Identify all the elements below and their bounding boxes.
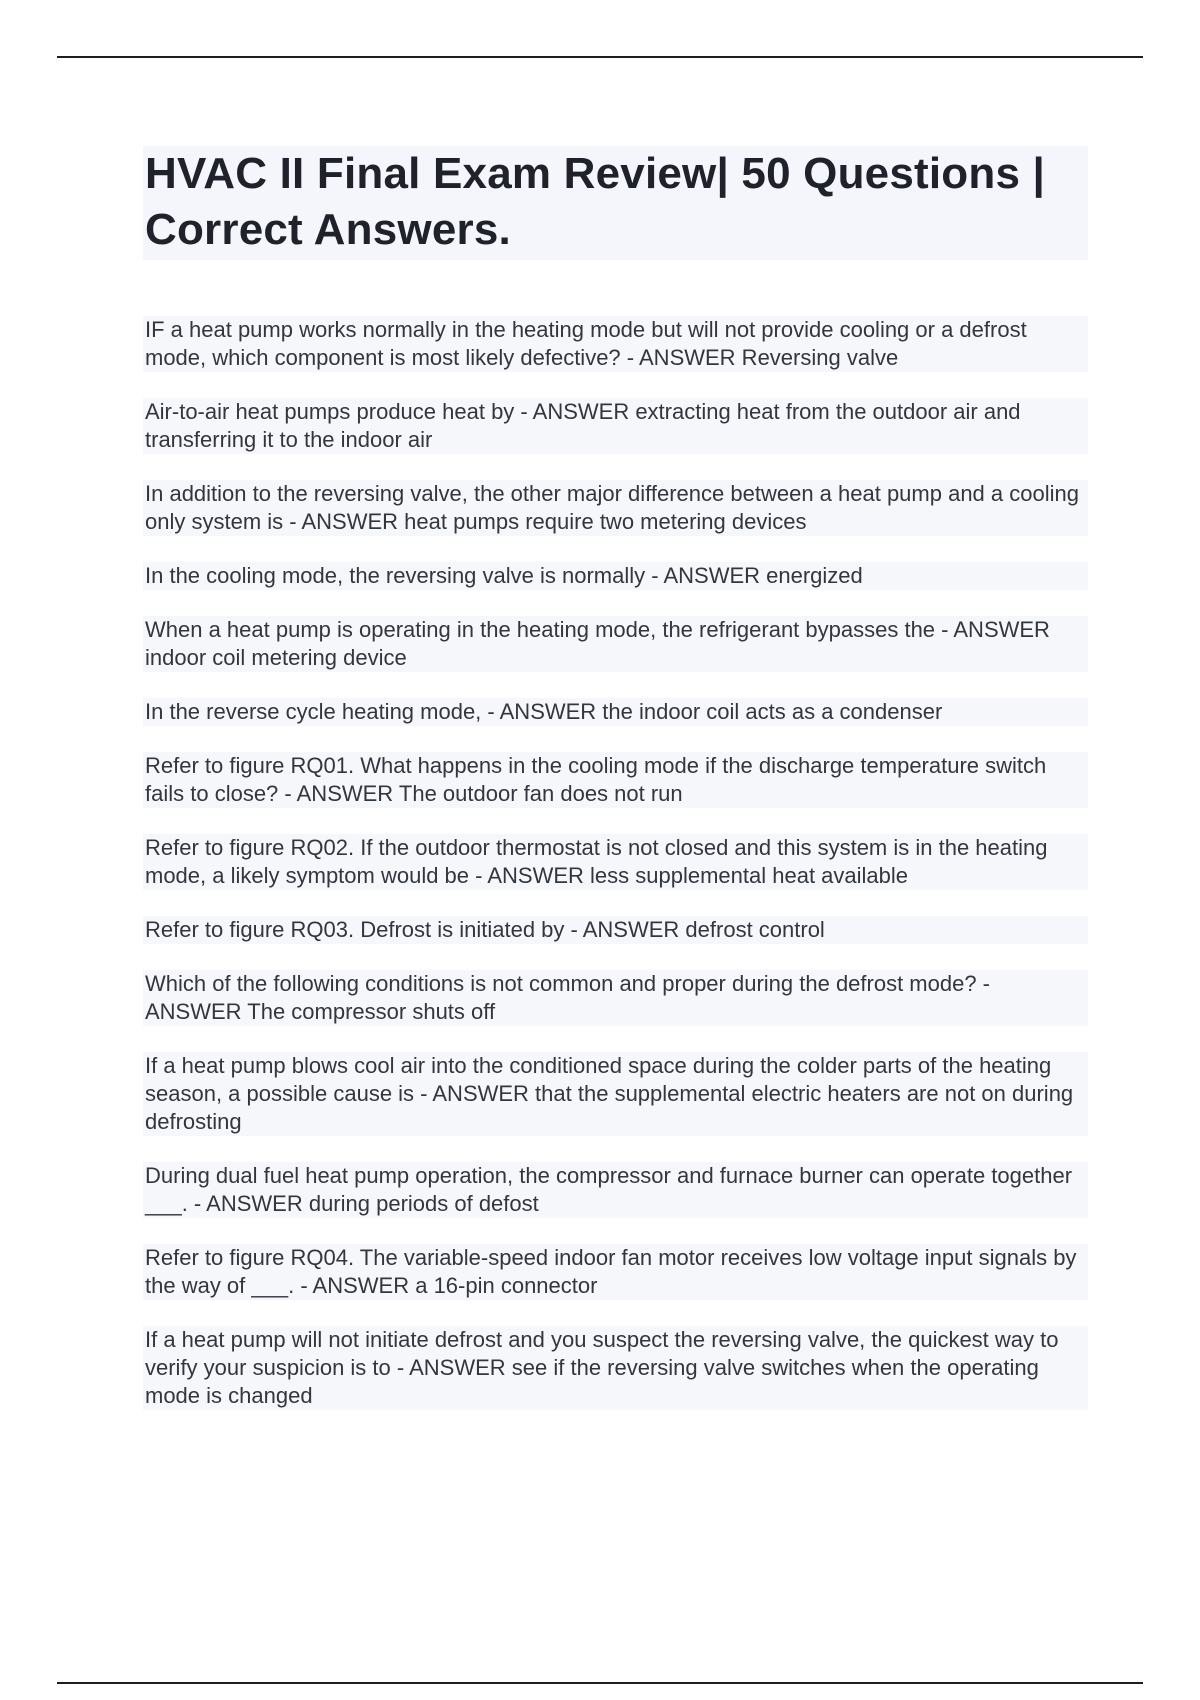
question-item: If a heat pump will not initiate defrost and you suspect the reversing valve, the quickest way to verify your suspicion is to - ANSWER see if the reversing valve switches when the operating mode is changed — [143, 1326, 1088, 1410]
document-body — [145, 146, 1088, 1436]
question-item: Refer to figure RQ02. If the outdoor thermostat is not closed and this system is in the heating mode, a likely symptom would be - ANSWER less supplemental heat available — [143, 834, 1088, 890]
bottom-divider — [57, 1682, 1143, 1684]
top-divider — [57, 56, 1143, 58]
question-item: During dual fuel heat pump operation, the compressor and furnace burner can operate together ___. - ANSWER during periods of defost — [143, 1162, 1088, 1218]
question-list — [145, 316, 1088, 1410]
question-item: Refer to figure RQ03. Defrost is initiated by - ANSWER defrost control — [143, 916, 1088, 944]
question-item: Refer to figure RQ04. The variable-speed indoor fan motor receives low voltage input signals by the way of ___. - ANSWER a 16-pin connector — [143, 1244, 1088, 1300]
question-item: Refer to figure RQ01. What happens in the cooling mode if the discharge temperature switch fails to close? - ANSWER The outdoor fan does not run — [143, 752, 1088, 808]
question-item: In addition to the reversing valve, the other major difference between a heat pump and a cooling only system is - ANSWER heat pumps require two metering devices — [143, 480, 1088, 536]
question-item: Air-to-air heat pumps produce heat by - ANSWER extracting heat from the outdoor air and transferring it to the indoor air — [143, 398, 1088, 454]
question-item: If a heat pump blows cool air into the conditioned space during the colder parts of the heating season, a possible cause is - ANSWER that the supplemental electric heaters are not on during defrosting — [143, 1052, 1088, 1136]
question-item: IF a heat pump works normally in the heating mode but will not provide cooling or a defrost mode, which component is most likely defective? - ANSWER Reversing valve — [143, 316, 1088, 372]
title-block — [143, 146, 1088, 260]
page-title: HVAC II Final Exam Review| 50 Questions | Correct Answers. — [145, 149, 1046, 254]
question-item: Which of the following conditions is not common and proper during the defrost mode? - ANSWER The compressor shuts off — [143, 970, 1088, 1026]
question-item: In the cooling mode, the reversing valve is normally - ANSWER energized — [143, 562, 1088, 590]
question-item: When a heat pump is operating in the heating mode, the refrigerant bypasses the - ANSWER indoor coil metering device — [143, 616, 1088, 672]
question-item: In the reverse cycle heating mode, - ANSWER the indoor coil acts as a condenser — [143, 698, 1088, 726]
